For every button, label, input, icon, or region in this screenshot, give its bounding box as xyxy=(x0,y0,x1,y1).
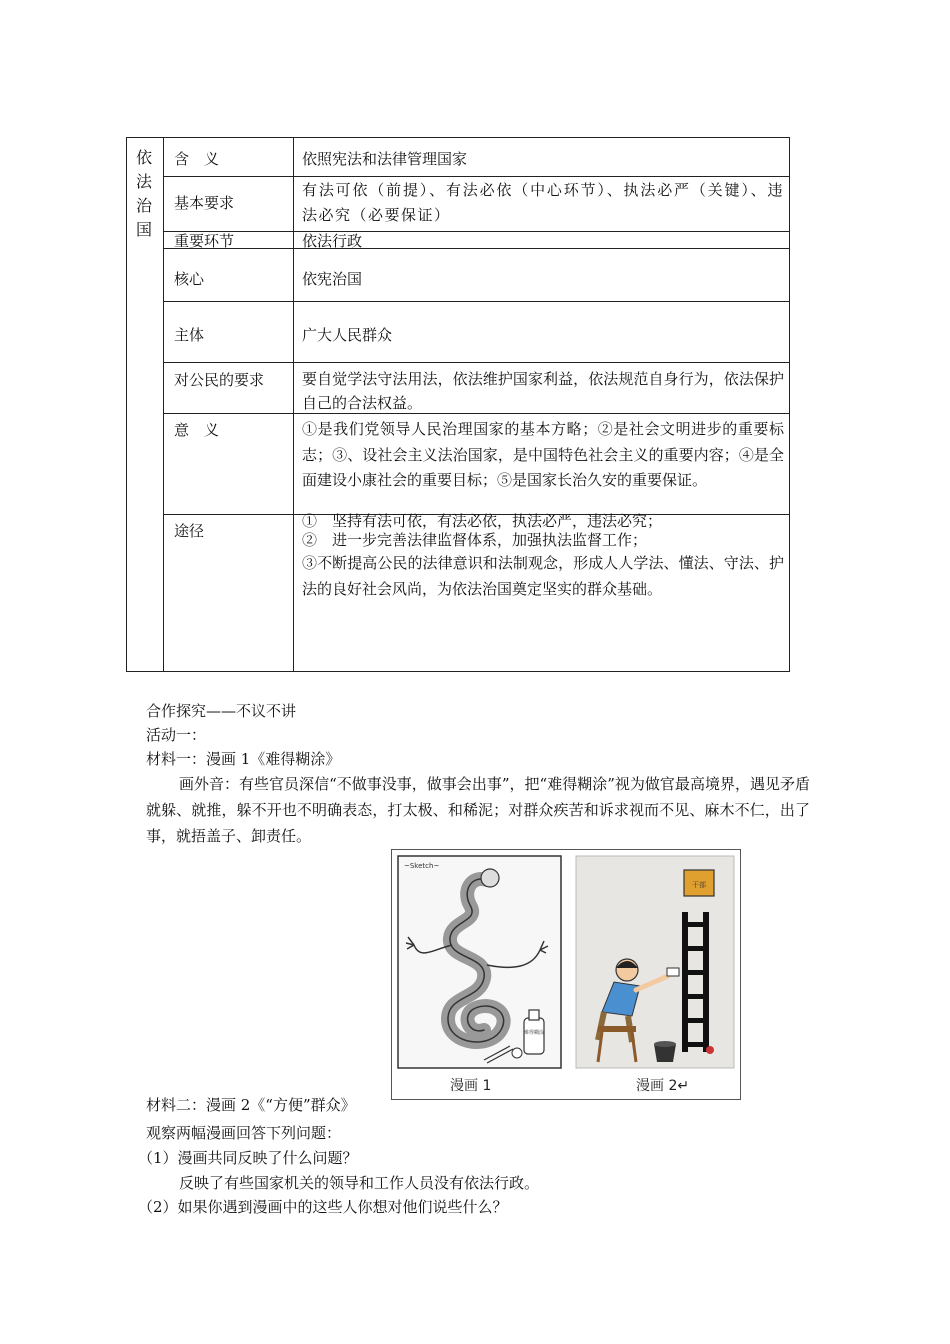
svg-text:难得糊涂: 难得糊涂 xyxy=(523,1030,545,1036)
row-content-basic-requirements: 有法可依（前提）、有法必依（中心环节）、执法必严（关键）、违法必究（必要保证） xyxy=(302,181,784,224)
voiceover-paragraph: 画外音：有些官员深信“不做事没事，做事会出事”，把“难得糊涂”视为做官最高境界，遇见矛盾就躲、就推，躲不开也不明确表态，打太极、和稀泥；对群众疾苦和诉求视而不见、麻木不仁，出了事，就捂盖子、卸责任。 xyxy=(146,775,810,845)
comics-illustration xyxy=(392,850,740,1099)
row-content-key-link: 依法行政 xyxy=(302,232,363,250)
section-heading: 合作探究——不议不讲 xyxy=(146,702,297,720)
row-label-significance: 意 义 xyxy=(174,421,220,439)
row-content-approach-2: ② 进一步完善法律监督体系，加强执法监督工作； xyxy=(302,531,648,549)
question-2: （2）如果你遇到漫画中的这些人你想对他们说些什么？ xyxy=(138,1198,508,1216)
table-divider xyxy=(293,138,294,671)
material-2-label: 材料二：漫画 2《“方便”群众》 xyxy=(146,1096,356,1114)
row-label-approaches: 途径 xyxy=(174,522,205,540)
rule-of-law-table xyxy=(126,137,790,672)
table-divider xyxy=(163,138,164,671)
row-label-meaning: 含 义 xyxy=(174,150,220,168)
svg-text:干部: 干部 xyxy=(692,881,706,889)
row-content-subject: 广大人民群众 xyxy=(302,326,393,344)
row-label-citizen-requirements: 对公民的要求 xyxy=(174,371,265,389)
questions-prompt: 观察两幅漫画回答下列问题： xyxy=(146,1124,342,1142)
row-label-subject: 主体 xyxy=(174,326,205,344)
row-content-approach-1: ① 坚持有法可依，有法必依，执法必严，违法必究； xyxy=(302,512,663,530)
row-divider xyxy=(163,301,789,302)
comics-image xyxy=(391,849,741,1100)
svg-text:~Sketch~: ~Sketch~ xyxy=(404,862,440,870)
row-content-approach-3: ③不断提高公民的法律意识和法制观念，形成人人学法、懂法、守法、护法的良好社会风尚，为依法治国奠定坚实的群众基础。 xyxy=(302,554,784,598)
row-content-significance: ①是我们党领导人民治理国家的基本方略；②是社会文明进步的重要标志；③、设社会主义法治国家，是中国特色社会主义的重要内容；④是全面建设小康社会的重要目标；⑤是国家长治久安的重要保证。 xyxy=(302,420,784,489)
row-divider xyxy=(163,362,789,363)
question-1: （1）漫画共同反映了什么问题？ xyxy=(138,1149,358,1167)
answer-1: 反映了有些国家机关的领导和工作人员没有依法行政。 xyxy=(179,1174,540,1192)
table-title: 依 法 治 国 xyxy=(136,148,153,239)
row-content-citizen-requirements: 要自觉学法守法用法，依法维护国家利益，依法规范自身行为，依法保护自己的合法权益。 xyxy=(302,370,784,412)
row-label-key-link: 重要环节 xyxy=(174,232,235,250)
row-content-core: 依宪治国 xyxy=(302,270,363,288)
activity-label: 活动一： xyxy=(146,726,207,744)
material-1-label: 材料一：漫画 1《难得糊涂》 xyxy=(146,750,341,768)
row-content-meaning: 依照宪法和法律管理国家 xyxy=(302,150,468,168)
row-divider xyxy=(163,176,789,177)
comic-1-caption: 漫画 1 xyxy=(450,1078,492,1094)
row-label-basic-requirements: 基本要求 xyxy=(174,194,235,212)
row-label-core: 核心 xyxy=(174,270,205,288)
comic-1-bottle xyxy=(524,1018,544,1054)
comic-2-caption: 漫画 2↵ xyxy=(636,1078,690,1094)
